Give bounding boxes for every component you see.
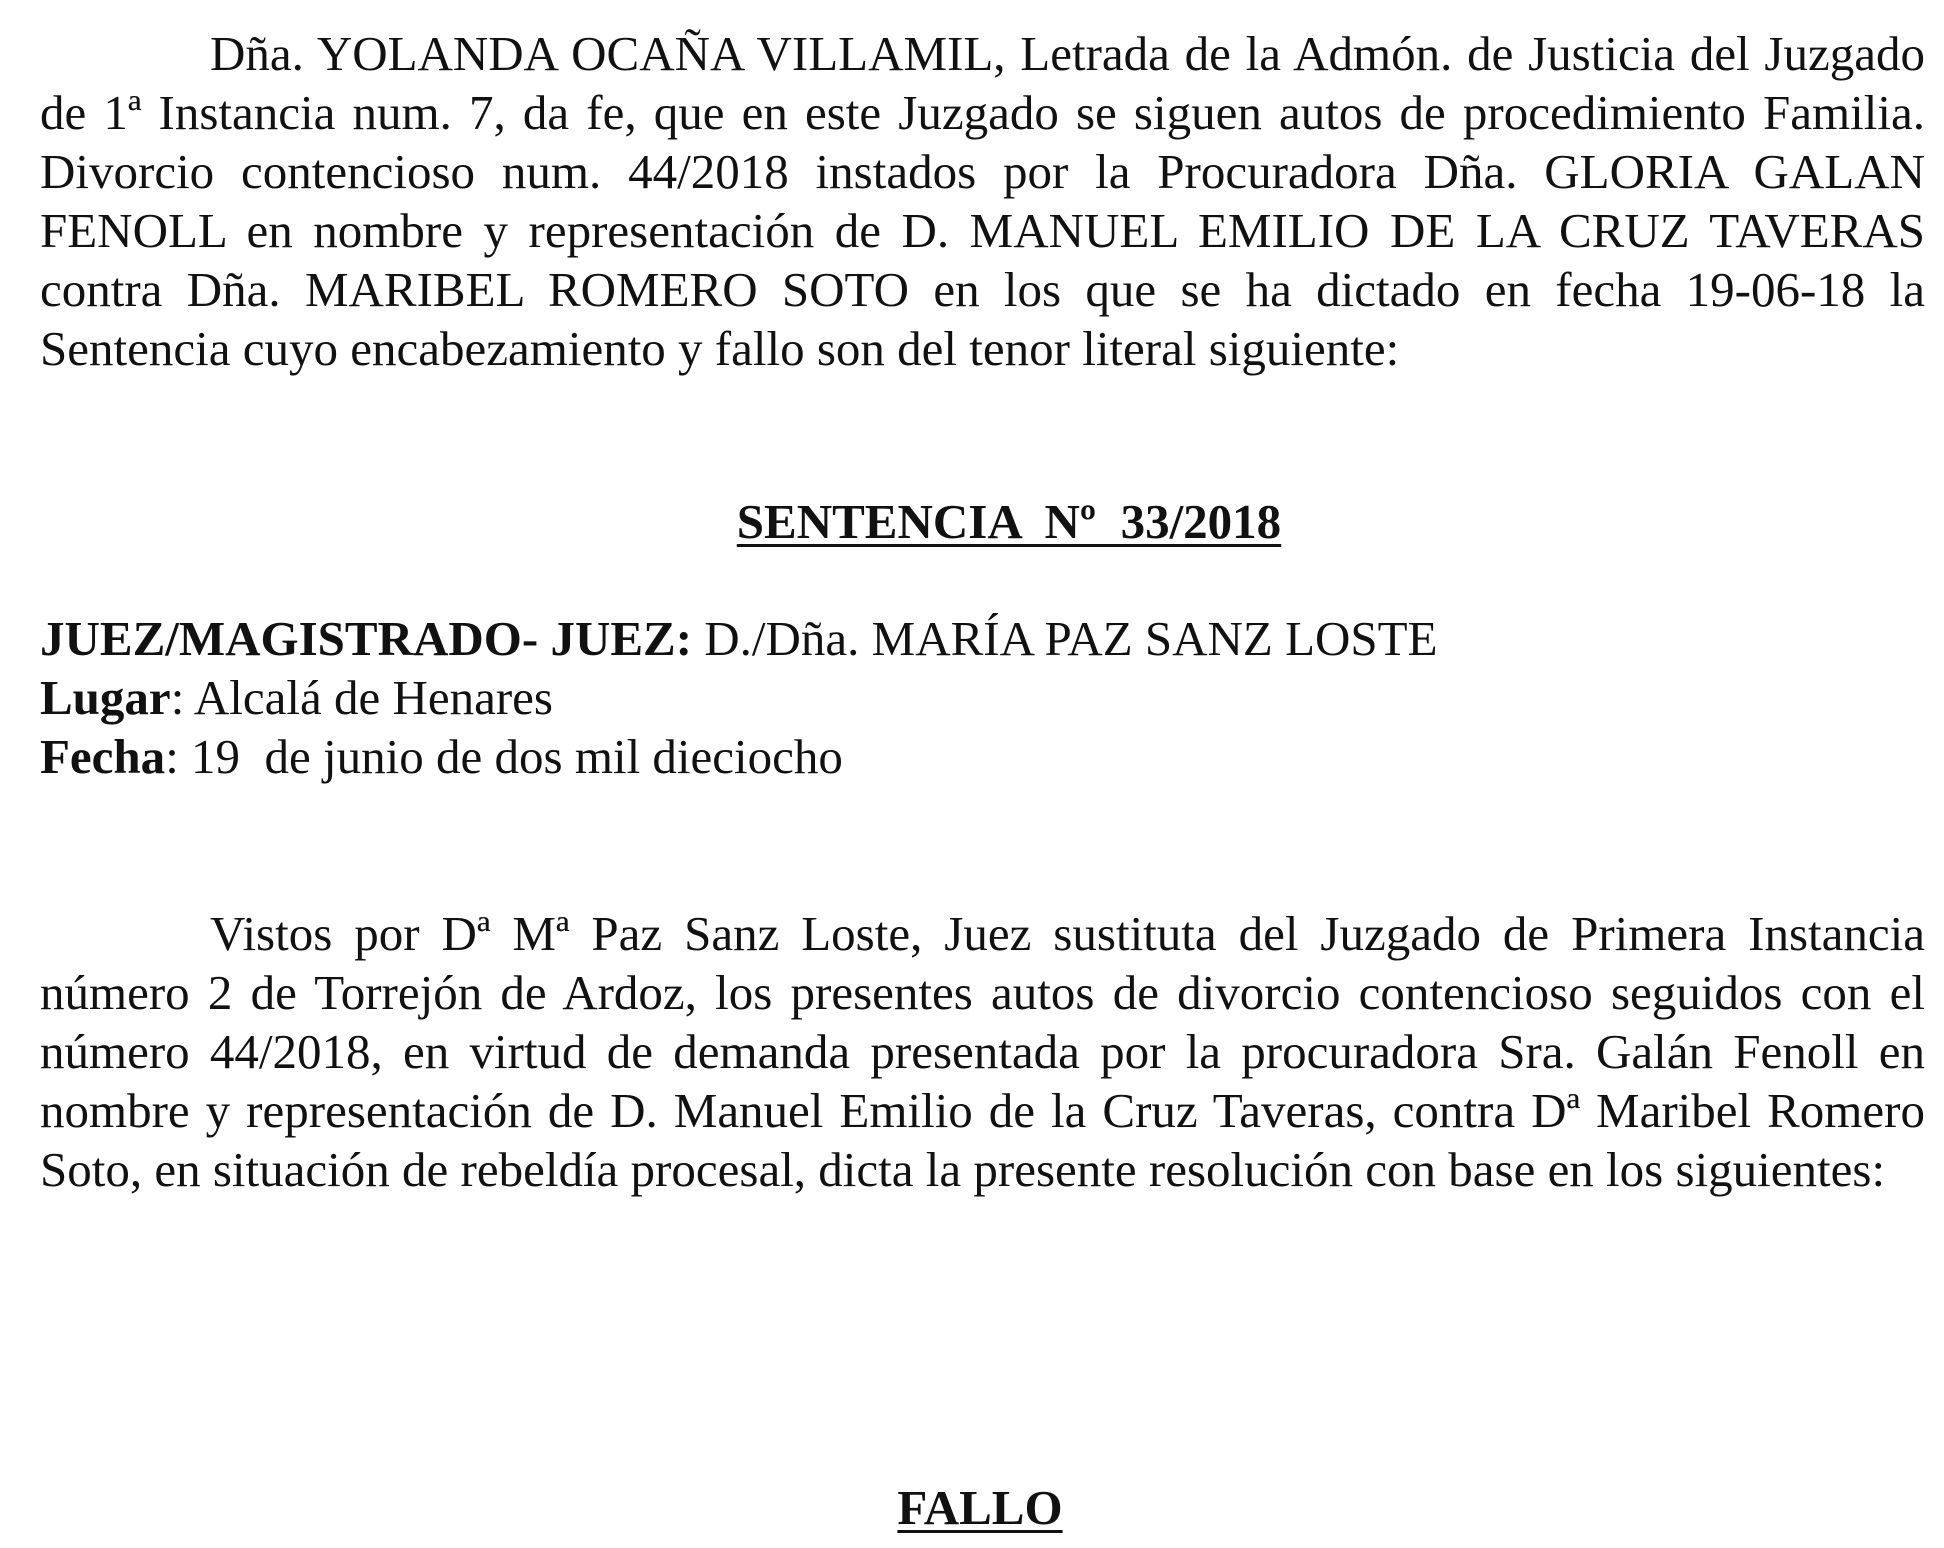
place-line	[40, 668, 1920, 727]
vistos-paragraph: Vistos por Dª Mª Paz Sanz Loste, Juez sustituta del Juzgado de Primera Instancia número 2 de Torrejón de Ardoz, los presentes autos de divorcio contencioso seguidos con el número 44/2018, en virtud de demanda presentada por la procuradora Sra. Galán Fenoll en nombre y representación de D. Manuel Emilio de la Cruz Taveras, contra Dª Maribel Romero Soto, en situación de rebeldía procesal, dicta la presente resolución con base en los siguientes:	[40, 906, 1925, 1197]
date-value: : 19 de junio de dos mil dieciocho	[165, 729, 843, 784]
date-line	[40, 727, 1920, 786]
fallo-heading: FALLO	[897, 1480, 1063, 1535]
place-label: Lugar	[40, 670, 171, 725]
sentencia-heading: SENTENCIA Nº 33/2018	[736, 494, 1282, 549]
date-label: Fecha	[40, 729, 166, 784]
judge-label: JUEZ/MAGISTRADO- JUEZ:	[40, 611, 693, 666]
judge-value: D./Dña. MARÍA PAZ SANZ LOSTE	[692, 611, 1438, 666]
intro-paragraph: Dña. YOLANDA OCAÑA VILLAMIL, Letrada de la Admón. de Justicia del Juzgado de 1ª Instancia num. 7, da fe, que en este Juzgado se siguen autos de procedimiento Familia. Divorcio contencioso num. 44/2018 instados por la Procuradora Dña. GLORIA GALAN FENOLL en nombre y representación de D. MANUEL EMILIO DE LA CRUZ TAVERAS contra Dña. MARIBEL ROMERO SOTO en los que se ha dictado en fecha 19-06-18 la Sentencia cuyo encabezamiento y fallo son del tenor literal siguiente:	[40, 26, 1925, 376]
judge-line	[40, 609, 1920, 668]
place-value: : Alcalá de Henares	[170, 670, 553, 725]
